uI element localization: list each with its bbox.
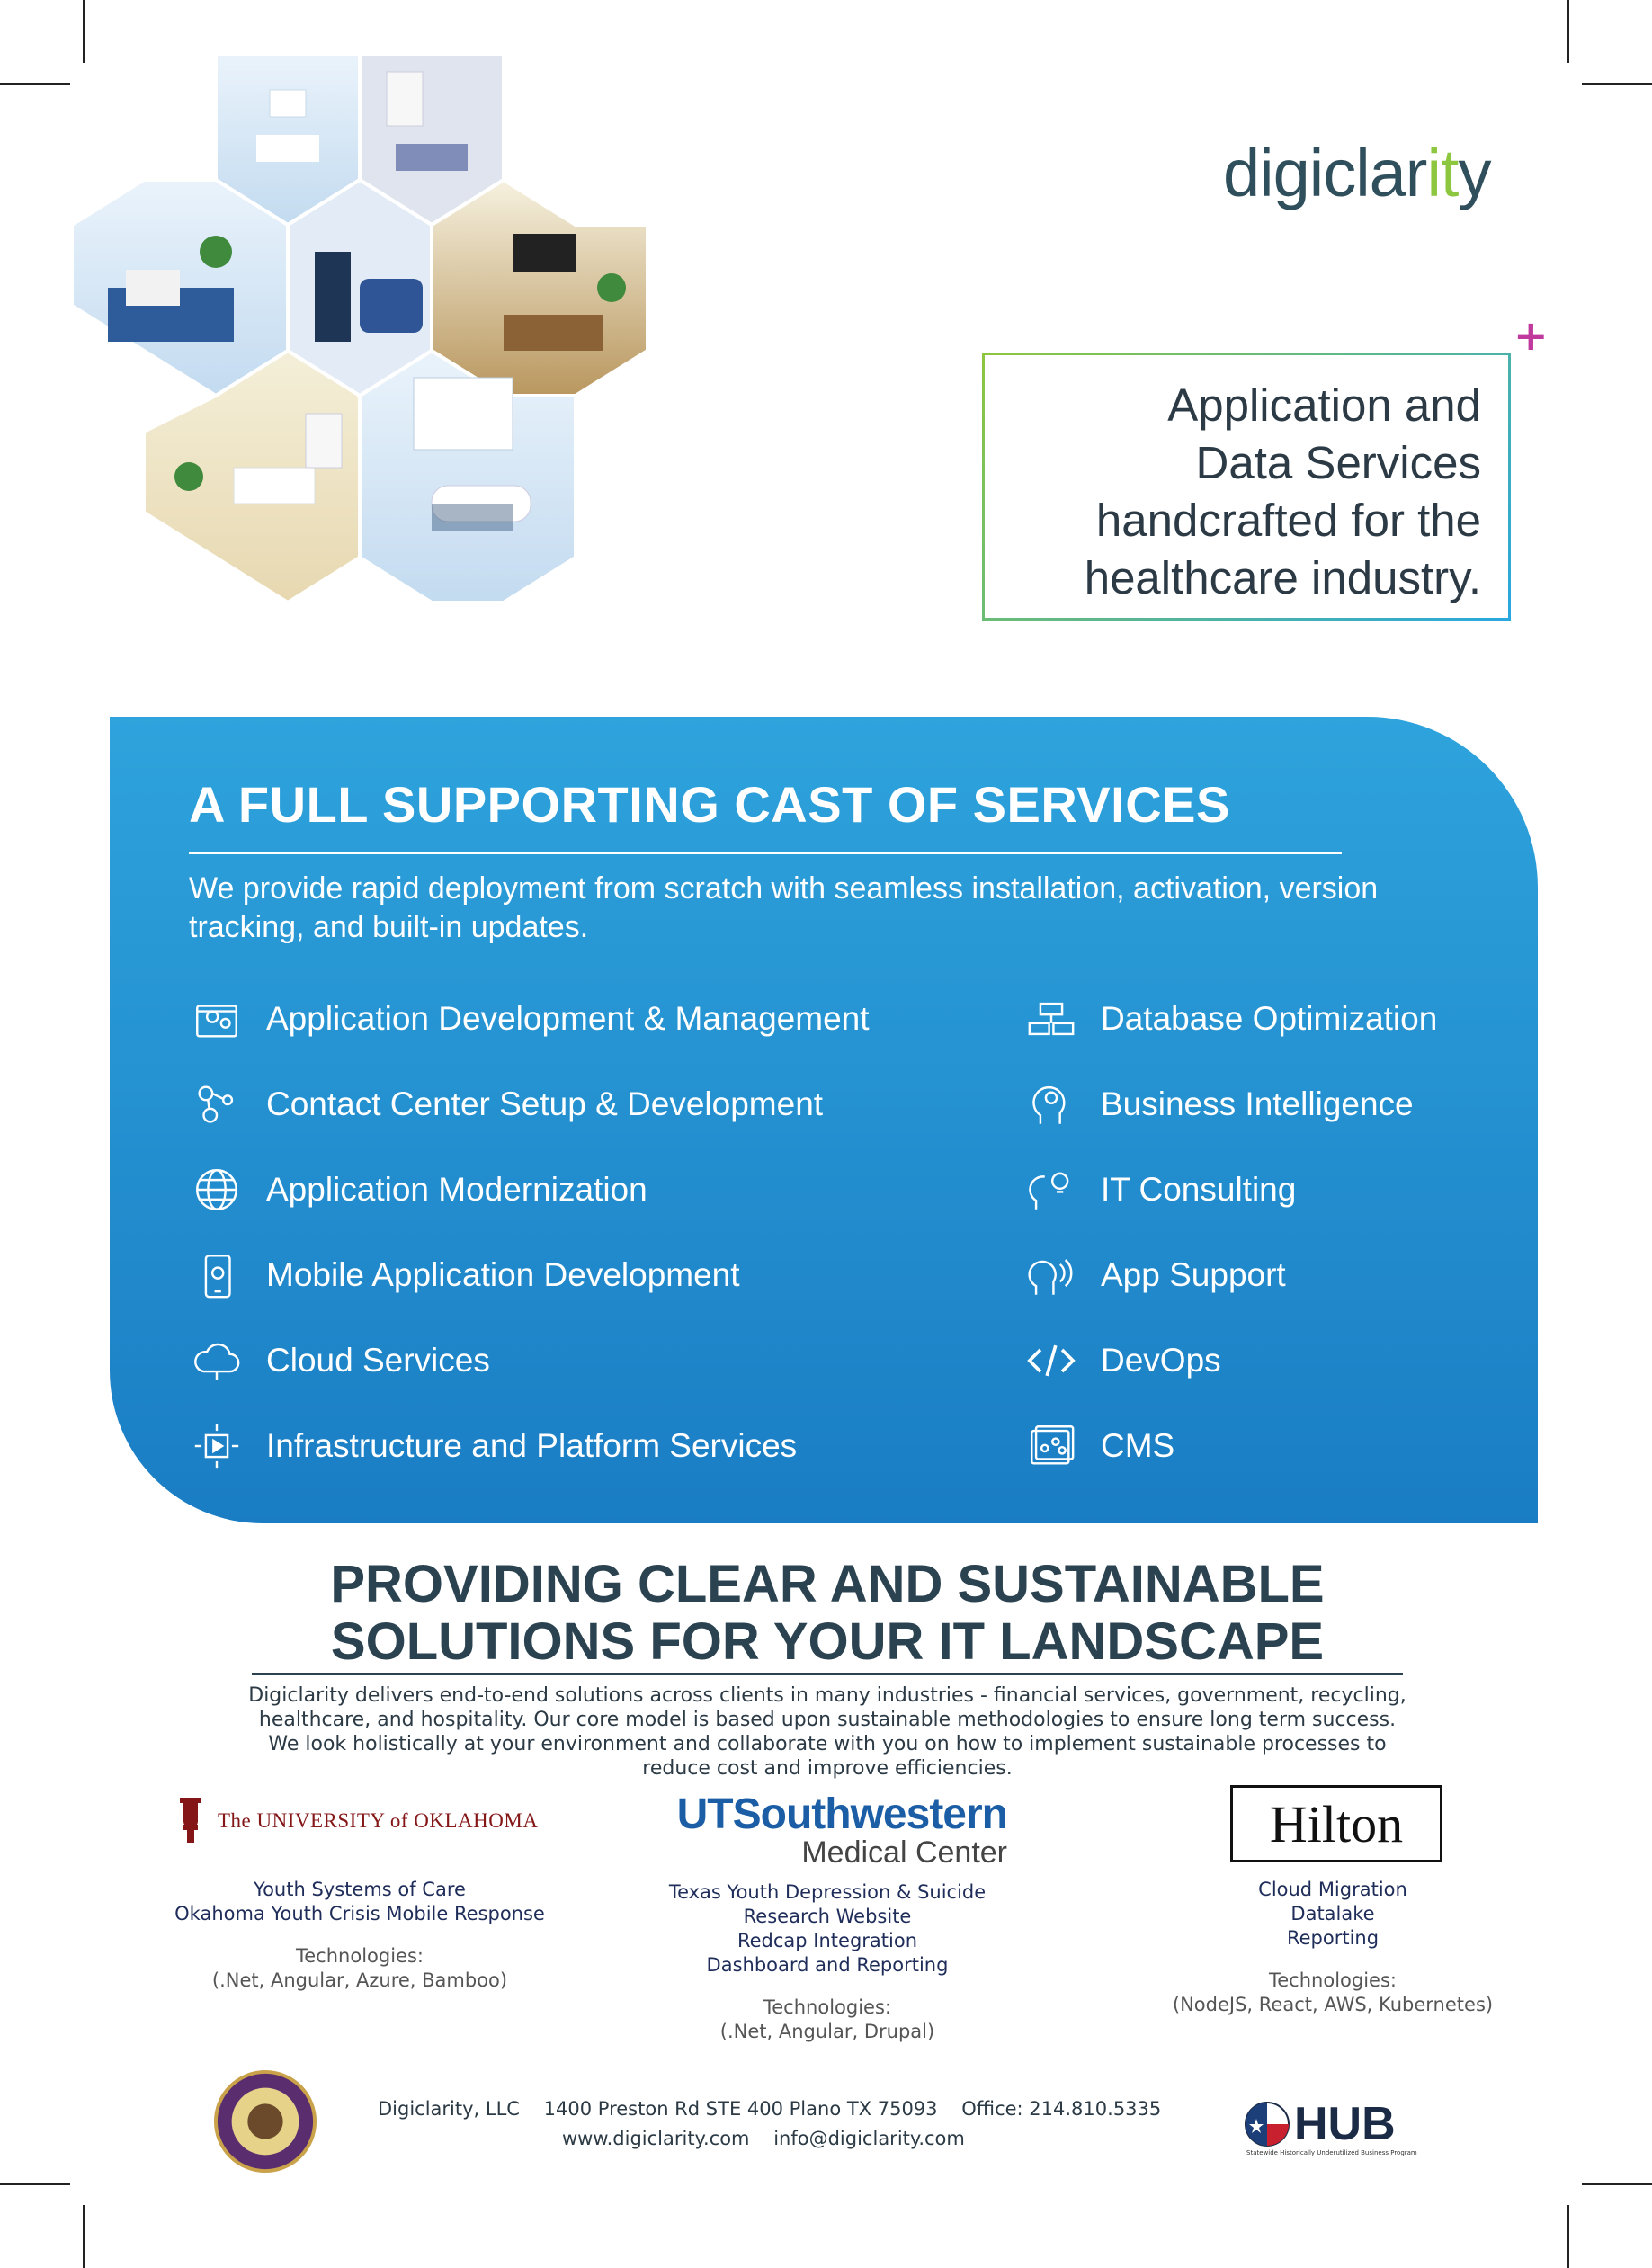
footer-address: 1400 Preston Rd STE 400 Plano TX 75093	[543, 2098, 938, 2120]
client-utsw-details	[603, 1880, 1052, 2044]
oklahoma-logo-text: The UNIVERSITY of OKLAHOMA	[218, 1809, 539, 1832]
client-hilton-details	[1108, 1878, 1558, 2017]
hub-subtitle: Statewide Historically Underutilized Business Program	[1246, 2149, 1417, 2156]
services-title: A FULL SUPPORTING CAST OF SERVICES	[189, 776, 1230, 833]
solutions-title	[225, 1556, 1430, 1671]
service-label: Application Modernization	[266, 1171, 647, 1208]
solutions-title-line: SOLUTIONS FOR YOUR IT LANDSCAPE	[330, 1612, 1325, 1671]
service-label: App Support	[1101, 1256, 1286, 1293]
client-tech: (.Net, Angular, Azure, Bamboo)	[211, 1969, 508, 1991]
footer-contact-line	[378, 2098, 1161, 2120]
tagline-line: Data Services	[1195, 437, 1481, 488]
client-tech: (NodeJS, React, AWS, Kubernetes)	[1172, 1994, 1494, 2015]
service-label: Application Development & Management	[266, 1000, 870, 1037]
service-label: CMS	[1101, 1427, 1175, 1464]
service-item	[183, 1077, 823, 1131]
gears-network-icon	[183, 1077, 250, 1131]
logo-text-a: digiclar	[1223, 136, 1427, 210]
crop-mark	[0, 2183, 70, 2185]
service-label: Contact Center Setup & Development	[266, 1085, 824, 1122]
footer-office-phone: Office: 214.810.5335	[961, 2098, 1162, 2120]
mobile-gear-icon	[183, 1248, 250, 1302]
solutions-divider	[252, 1673, 1403, 1675]
tagline-line: Application and	[1167, 379, 1481, 431]
gear-window-icon	[183, 992, 250, 1046]
crop-mark	[1567, 2205, 1569, 2268]
service-item	[183, 1248, 740, 1302]
client-project: Datalake	[1290, 1903, 1375, 1924]
ou-mark-icon	[173, 1794, 209, 1848]
head-bulb-icon	[1018, 1163, 1085, 1217]
service-label: DevOps	[1101, 1342, 1221, 1379]
ut-logo-line1: UTSouthwestern	[676, 1790, 1007, 1838]
client-oklahoma-details	[135, 1878, 585, 1993]
utsouthwestern-logo	[647, 1790, 1007, 1871]
title-divider	[189, 852, 1342, 854]
footer-company: Digiclarity, LLC	[378, 2098, 520, 2120]
client-tech-label: Technologies:	[1269, 1969, 1397, 1991]
service-label: Mobile Application Development	[266, 1256, 740, 1293]
client-project: Texas Youth Depression & Suicide	[668, 1881, 987, 1903]
solutions-title-line: PROVIDING CLEAR AND SUSTAINABLE	[330, 1555, 1325, 1613]
client-project: Dashboard and Reporting	[706, 1954, 949, 1976]
client-project: Okahoma Youth Crisis Mobile Response	[174, 1903, 545, 1924]
hub-logo	[1244, 2097, 1396, 2151]
logo-text-c: y	[1458, 136, 1491, 210]
head-gear-icon	[1018, 1077, 1085, 1131]
client-project: Reporting	[1286, 1927, 1380, 1949]
hub-text: HUB	[1294, 2098, 1396, 2150]
tagline-box	[982, 353, 1511, 621]
service-item	[1018, 1419, 1174, 1473]
service-item	[1018, 992, 1437, 1046]
client-project: Youth Systems of Care	[254, 1879, 466, 1900]
service-item	[183, 1163, 647, 1217]
service-item	[1018, 1334, 1221, 1388]
service-label: Database Optimization	[1101, 1000, 1438, 1037]
tagline	[978, 377, 1481, 607]
crop-mark	[83, 2205, 85, 2268]
service-item	[183, 992, 870, 1046]
footer-website-link[interactable]: www.digiclarity.com	[562, 2128, 750, 2149]
client-project: Redcap Integration	[737, 1930, 918, 1951]
client-project: Cloud Migration	[1258, 1879, 1407, 1900]
crop-mark	[1567, 0, 1569, 63]
service-item	[1018, 1163, 1296, 1217]
tagline-line: healthcare industry.	[1084, 552, 1481, 603]
head-sound-icon	[1018, 1248, 1085, 1302]
plus-icon: +	[1514, 311, 1549, 360]
footer-web-line	[562, 2128, 965, 2149]
code-icon	[1018, 1334, 1085, 1388]
service-item	[183, 1419, 797, 1473]
client-project: Research Website	[743, 1906, 912, 1927]
city-seal-icon	[212, 2068, 318, 2174]
client-tech: (.Net, Angular, Drupal)	[719, 2021, 935, 2042]
folder-network-icon	[1018, 1419, 1085, 1473]
services-description: We provide rapid deployment from scratch with seamless installation, activation, version tracking, and built-in updates.	[189, 871, 1379, 944]
hilton-logo: Hilton	[1230, 1785, 1442, 1862]
footer-email-link[interactable]: info@digiclarity.com	[773, 2128, 965, 2149]
ut-logo-line2: Medical Center	[801, 1835, 1007, 1870]
crop-mark	[1582, 83, 1652, 85]
client-tech-label: Technologies:	[763, 1996, 891, 2018]
service-label: Cloud Services	[266, 1342, 490, 1379]
solutions-description: Digiclarity delivers end-to-end solutions across clients in many industries - financial services, government, recycling, healthcare, and hospitality. Our core model is based upon sustainable methodologies to ensure long term success. We look holistically at your environment and collaborate with you on how to implement sustainable processes to reduce cost and improve efficiencies.	[248, 1684, 1406, 1780]
service-item	[1018, 1248, 1286, 1302]
service-item	[183, 1334, 490, 1388]
database-blocks-icon	[1018, 992, 1085, 1046]
logo-text-b: it	[1426, 136, 1459, 210]
texas-flag-circle-icon	[1244, 2101, 1290, 2147]
crop-mark	[1582, 2183, 1652, 2185]
service-label: IT Consulting	[1101, 1171, 1297, 1208]
service-label: Business Intelligence	[1101, 1085, 1414, 1122]
cloud-icon	[183, 1334, 250, 1388]
digiclarity-logo[interactable]	[1223, 135, 1490, 211]
office-hexagon-illustration	[54, 54, 809, 719]
service-item	[1018, 1077, 1414, 1131]
play-arrows-icon	[183, 1419, 250, 1473]
service-label: Infrastructure and Platform Services	[266, 1427, 798, 1464]
oklahoma-logo	[173, 1794, 538, 1848]
client-tech-label: Technologies:	[296, 1945, 424, 1967]
globe-icon	[183, 1163, 250, 1217]
services-panel	[110, 717, 1538, 1523]
tagline-line: handcrafted for the	[1095, 495, 1481, 546]
